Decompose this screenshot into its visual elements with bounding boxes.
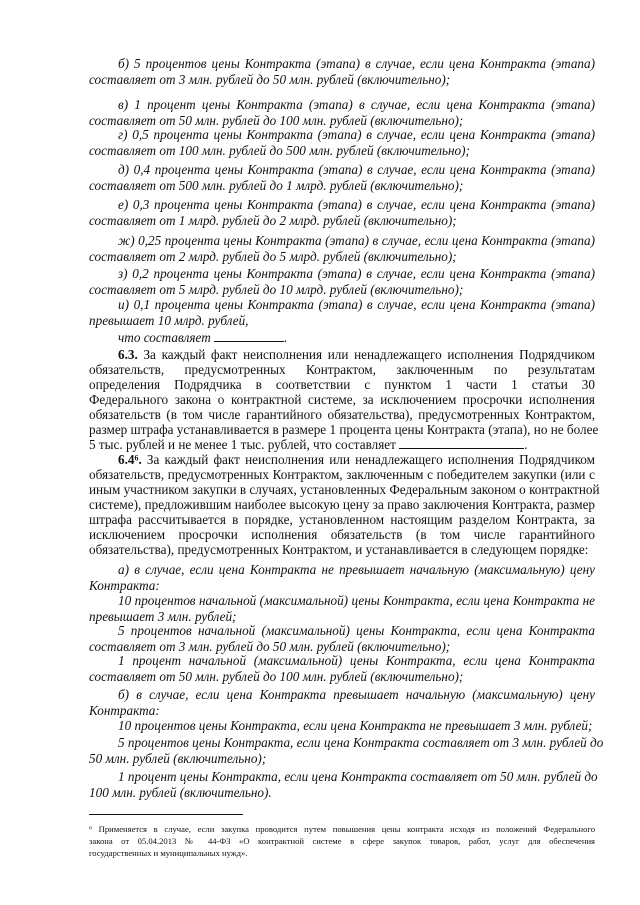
text-line-text: определения Подрядчика в соответствии с пунктом 1 части 1 статьи 30 [89,377,595,392]
text-line-text: 10 процентов начальной (максимальной) цены Контракта, если цена Контракта не [118,593,595,608]
text-line-6 [89,143,595,158]
text-line-text: что составляет [118,330,211,345]
text-line-text: обязательств (в том числе гарантийного обязательства), предусмотренных Контрактом, [89,407,595,422]
text-line-24 [89,437,595,452]
blank-fill-line [214,330,284,342]
text-line-34 [118,593,595,608]
text-line-3 [118,97,595,112]
text-line-39 [89,669,595,684]
text-line-text: ж) 0,25 процента цены Контракта (этапа) в случае, если цена Контракта (этапа) [118,233,595,248]
text-line-32 [118,562,595,577]
text-line-text: иным участником закупки в случаях, установленных Федеральным законом о контрактной [89,482,600,497]
text-line-26 [89,467,595,482]
text-line-8 [89,178,595,193]
text-line-text: составляет от 3 млн. рублей до 50 млн. рублей (включительно); [89,72,451,87]
text-line-5 [118,127,595,142]
text-line-4 [89,113,595,128]
text-line-text: и) 0,1 процента цены Контракта (этапа) в случае, если цена Контракта (этапа) [118,297,595,312]
text-line-text: обязательств, предусмотренных Контрактом, заключенным по результатам [89,362,595,377]
trailing-punctuation: . [524,437,528,452]
text-line-28 [89,497,595,512]
text-line-9 [118,197,595,212]
text-line-15 [118,297,595,312]
text-line-text: 6.3. За каждый факт неисполнения или ненадлежащего исполнения Подрядчиком [118,347,595,362]
text-line-text: штрафа рассчитывается в порядке, установленном настоящим разделом Контракта, за [89,512,595,527]
text-line-text: 5 процентов начальной (максимальной) цены Контракта, если цена Контракта [118,623,595,638]
text-line-text: составляет от 50 млн. рублей до 100 млн. рублей (включительно); [89,113,464,128]
text-line-19 [89,362,595,377]
text-line-text: размер штрафа устанавливается в размере 1 процента цены Контракта (этапа), но не более [89,422,599,437]
text-line-36 [118,623,595,638]
text-line-14 [89,282,595,297]
footnote-line-text: ⁶ Применяется в случае, если закупка проводится путем повышения цены контракта исходя из положений Федерального [89,824,595,834]
text-line-30 [89,527,595,542]
footnote-line-1 [89,824,595,836]
text-line-text: Контракта: [89,578,160,593]
text-line-text: исключением просрочки исполнения обязательств (в том числе гарантийного [89,527,595,542]
text-line-text: д) 0,4 процента цены Контракта (этапа) в случае, если цена Контракта (этапа) [118,162,595,177]
section-number: 6.4⁶. [118,452,142,467]
text-line-text: 50 млн. рублей (включительно); [89,751,267,766]
text-line-11 [118,233,595,248]
text-line-29 [89,512,595,527]
text-line-text: 10 процентов цены Контракта, если цена Контракта не превышает 3 млн. рублей; [118,718,593,733]
text-line-text: составляет от 50 млн. рублей до 100 млн. рублей (включительно); [89,669,464,684]
text-line-text: составляет от 2 млрд. рублей до 5 млрд. рублей (включительно); [89,249,457,264]
text-line-43 [118,735,604,750]
text-line-text: составляет от 100 млн. рублей до 500 млн. рублей (включительно); [89,143,470,158]
text-line-44 [89,751,595,766]
text-line-text: е) 0,3 процента цены Контракта (этапа) в случае, если цена Контракта (этапа) [118,197,595,212]
text-line-text: а) в случае, если цена Контракта не превышает начальную (максимальную) цену [118,562,595,577]
text-line-38 [118,653,595,668]
text-line-text: 100 млн. рублей (включительно). [89,785,272,800]
text-line-17 [118,330,595,345]
text-line-text: системе), предложившим наиболее высокую цену за право заключения Контракта, размер [89,497,596,512]
footnote-line-text: государственных и муниципальных нужд». [89,848,248,858]
text-line-23 [89,422,599,437]
text-line-text: 1 процент цены Контракта, если цена Контракта составляет от 50 млн. рублей до [118,769,598,784]
text-line-text: превышает 3 млн. рублей; [89,609,237,624]
text-line-31 [89,542,595,557]
footnote-line-2 [89,836,595,848]
trailing-punctuation: . [284,330,288,345]
section-number: 6.3. [118,347,138,362]
footnote-line-text: закона от 05.04.2013 № 44-ФЗ «О контрактной системе в сфере закупок товаров, работ, услуг для обеспечения [89,836,595,846]
text-line-text: Федерального закона о контрактной системе, за исключением просрочки исполнения [89,392,595,407]
blank-fill-line [399,437,524,449]
text-line-text: 1 процент начальной (максимальной) цены Контракта, если цена Контракта [118,653,595,668]
text-line-40 [118,687,595,702]
text-line-text: в) 1 процент цены Контракта (этапа) в случае, если цена Контракта (этапа) [118,97,595,112]
text-line-text: з) 0,2 процента цены Контракта (этапа) в случае, если цена Контракта (этапа) [118,266,595,281]
text-line-21 [89,392,595,407]
text-line-text: г) 0,5 процента цены Контракта (этапа) в случае, если цена Контракта (этапа) [118,127,595,142]
text-line-16 [89,313,595,328]
text-line-2 [89,72,595,87]
text-line-10 [89,213,595,228]
text-line-text: составляет от 1 млрд. рублей до 2 млрд. рублей (включительно); [89,213,457,228]
text-line-25 [118,452,595,467]
text-line-text: 5 процентов цены Контракта, если цена Контракта составляет от 3 млн. рублей до [118,735,604,750]
text-line-text: б) в случае, если цена Контракта превышает начальную (максимальную) цену [118,687,595,702]
text-line-20 [89,377,595,392]
text-line-7 [118,162,595,177]
text-line-text: обязательств, предусмотренных Контрактом, заключенным с победителем закупки (или с [89,467,595,482]
text-line-42 [118,718,595,733]
text-line-41 [89,703,595,718]
text-line-35 [89,609,595,624]
text-line-45 [118,769,598,784]
text-line-12 [89,249,595,264]
text-line-text: составляет от 500 млн. рублей до 1 млрд. рублей (включительно); [89,178,464,193]
text-line-text: б) 5 процентов цены Контракта (этапа) в случае, если цена Контракта (этапа) [118,56,595,71]
text-line-37 [89,639,595,654]
text-line-18 [118,347,595,362]
text-line-text: превышает 10 млрд. рублей, [89,313,249,328]
text-line-27 [89,482,600,497]
text-line-22 [89,407,595,422]
footnote-separator [89,814,243,815]
text-line-text: составляет от 5 млрд. рублей до 10 млрд. рублей (включительно); [89,282,464,297]
text-line-46 [89,785,595,800]
footnote-line-3 [89,848,595,860]
text-line-13 [118,266,595,281]
text-line-33 [89,578,595,593]
text-line-1 [118,56,595,71]
text-line-text: 6.4⁶. За каждый факт неисполнения или ненадлежащего исполнения Подрядчиком [118,452,595,467]
text-line-text: составляет от 3 млн. рублей до 50 млн. рублей (включительно); [89,639,451,654]
text-line-text: 5 тыс. рублей и не менее 1 тыс. рублей, что составляет [89,437,396,452]
text-line-text: Контракта: [89,703,160,718]
text-line-text: обязательства), предусмотренных Контрактом, и устанавливается в следующем порядке: [89,542,589,557]
